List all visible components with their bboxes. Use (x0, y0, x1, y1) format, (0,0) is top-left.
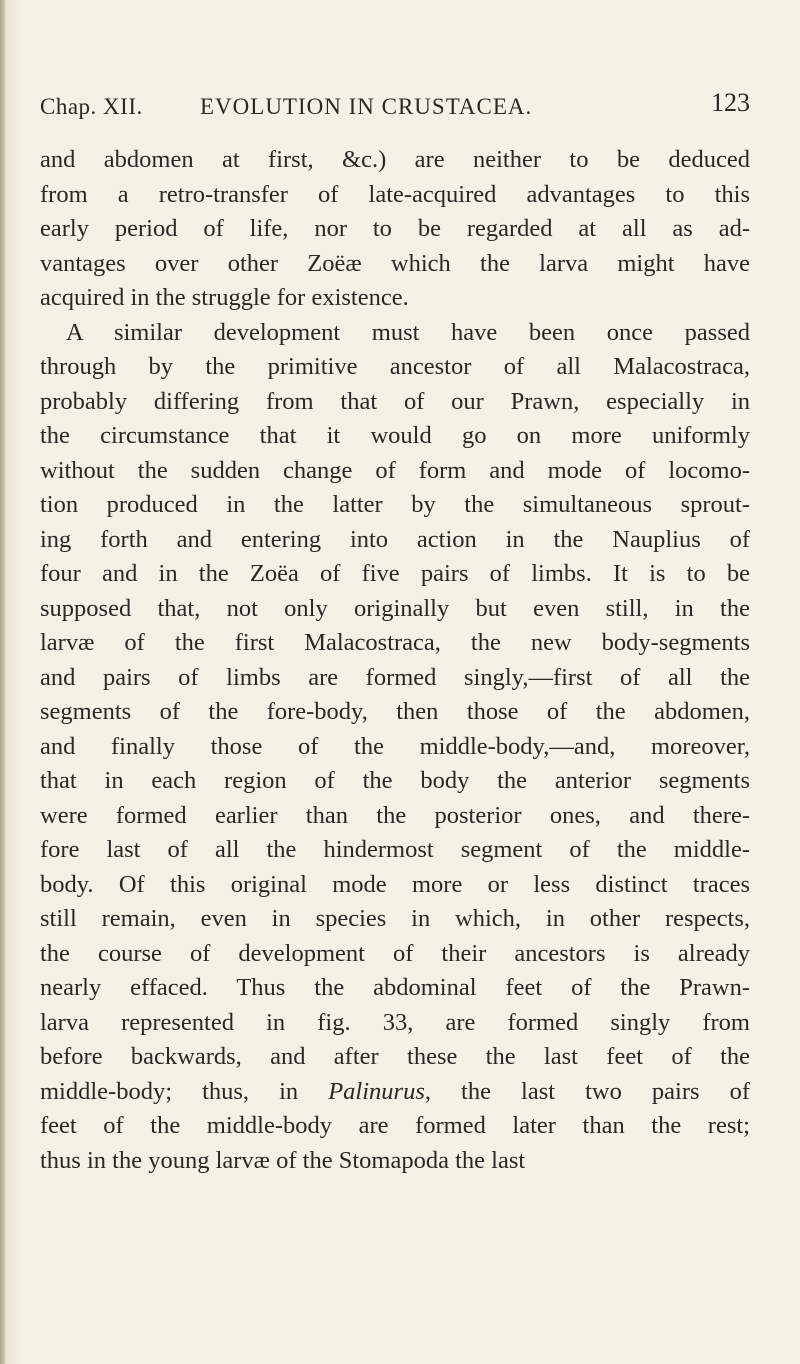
text-line: that in each region of the body the anterior segments (40, 767, 750, 794)
text-line: feet of the middle-body are formed later than the rest; (40, 1112, 750, 1139)
running-title: EVOLUTION IN CRUSTACEA. (200, 94, 533, 119)
text-line: larvæ of the first Malacostraca, the new body-segments (40, 629, 750, 656)
line-end: , the last two pairs of (424, 1077, 750, 1105)
page-gutter-edge (0, 0, 5, 1364)
text-line-with-italic (40, 1075, 750, 1110)
text-line: before backwards, and after these the last feet of the (40, 1043, 750, 1070)
line-start: middle-body; thus, in (40, 1077, 329, 1105)
text-line: still remain, even in species in which, in other respects, (40, 905, 750, 932)
text-line: the circumstance that it would go on more uniformly (40, 422, 750, 449)
text-line: from a retro-transfer of late-acquired advantages to this (40, 180, 750, 208)
text-line: and finally those of the middle-body,—and, moreover, (40, 732, 750, 760)
text-line: without the sudden change of form and mode of locomo- (40, 456, 750, 484)
text-line: early period of life, nor to be regarded at all as ad- (40, 215, 750, 242)
page-number: 123 (711, 88, 750, 117)
text-line: through by the primitive ancestor of all Malacostraca, (40, 353, 750, 380)
text-line: acquired in the struggle for existence. (40, 284, 409, 311)
text-line: the course of development of their ancestors is already (40, 939, 750, 967)
running-head (40, 88, 750, 134)
text-line: probably differing from that of our Prawn, especially in (40, 387, 750, 415)
chapter-label: Chap. XII. (40, 94, 143, 119)
text-line: and abdomen at first, &c.) are neither to be deduced (40, 146, 750, 173)
text-line: body. Of this original mode more or less distinct traces (40, 870, 750, 898)
text-line: and pairs of limbs are formed singly,—first of all the (40, 663, 750, 691)
paragraph-start-line: A similar development must have been once passed (66, 318, 750, 346)
text-line: ing forth and entering into action in the Nauplius of (40, 525, 750, 553)
text-line: tion produced in the latter by the simultaneous sprout- (40, 491, 750, 518)
text-line: supposed that, not only originally but even still, in the (40, 594, 750, 622)
body-text (40, 143, 750, 1178)
text-line: were formed earlier than the posterior ones, and there- (40, 801, 750, 829)
text-line: larva represented in fig. 33, are formed singly from (40, 1008, 750, 1036)
text-line: segments of the fore-body, then those of the abdomen, (40, 698, 750, 725)
text-line: nearly effaced. Thus the abdominal feet of the Prawn- (40, 974, 750, 1001)
italic-genus-name: Palinurus (328, 1077, 425, 1105)
text-line: four and in the Zoëa of five pairs of limbs. It is to be (40, 560, 750, 587)
text-line: fore last of all the hindermost segment of the middle- (40, 836, 750, 863)
text-line: vantages over other Zoëæ which the larva might have (40, 249, 750, 277)
text-line: thus in the young larvæ of the Stomapoda the last (40, 1146, 526, 1174)
